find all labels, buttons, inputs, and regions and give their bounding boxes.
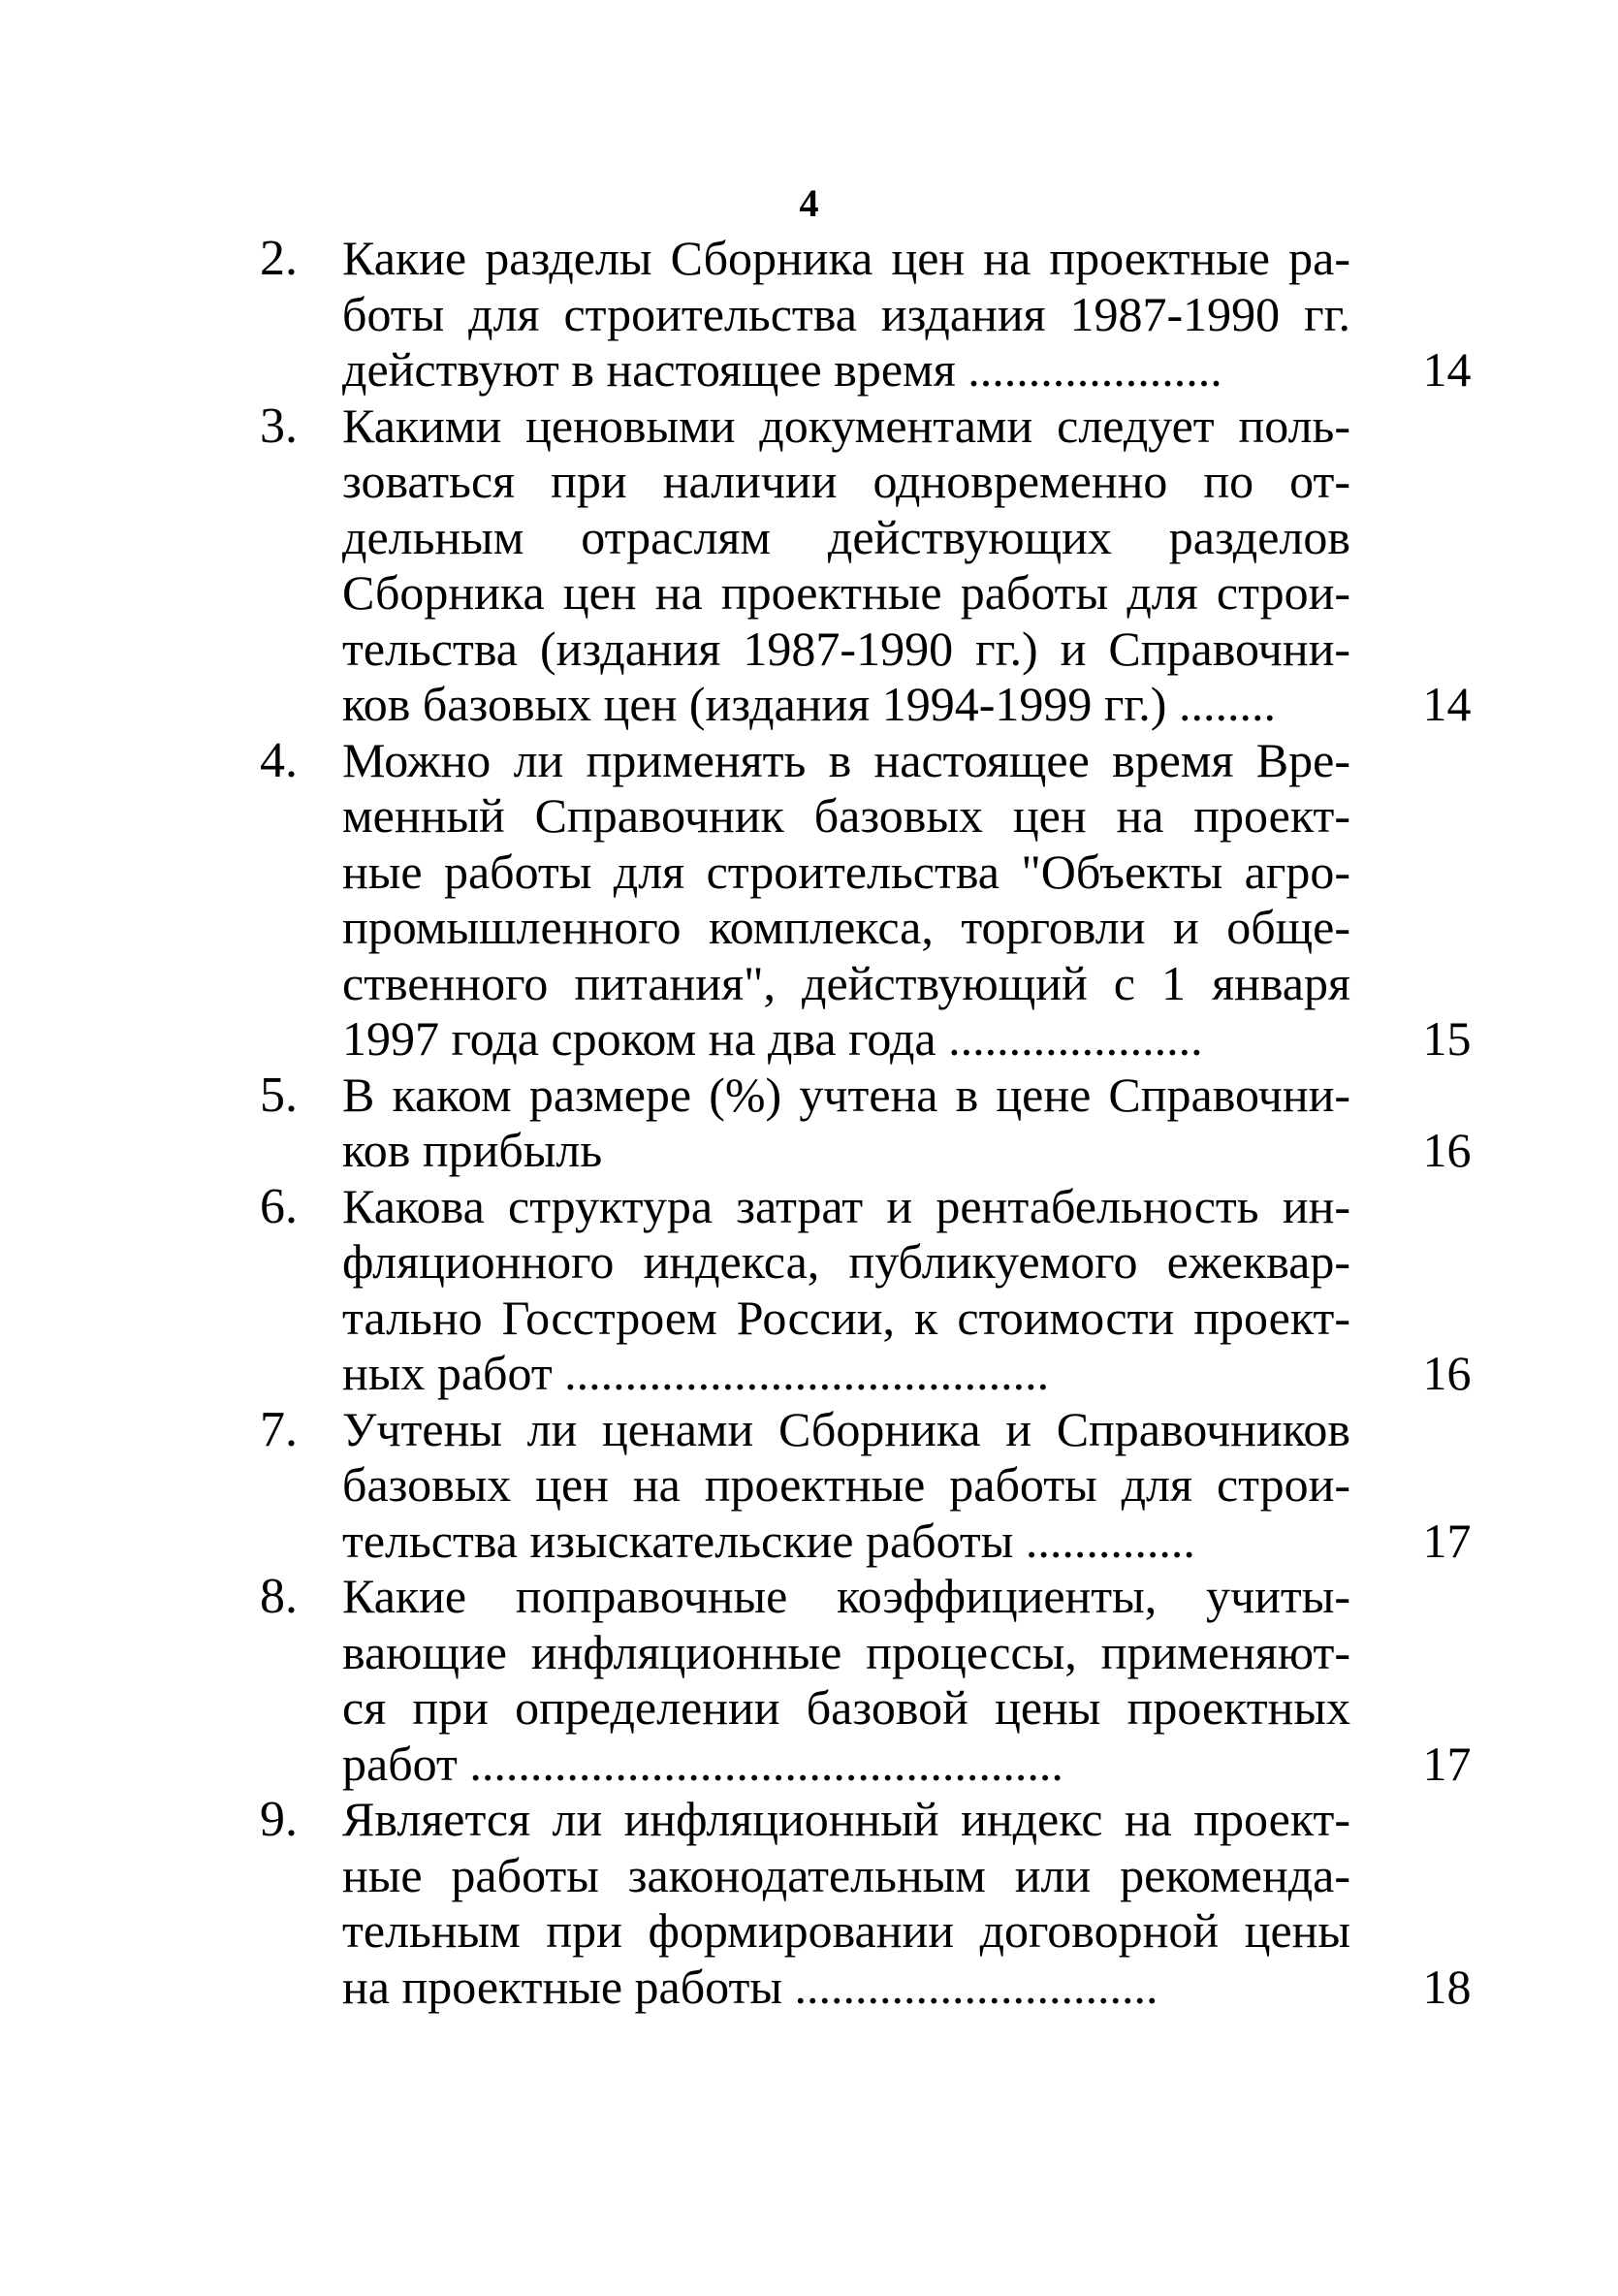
entry-line: ков прибыль xyxy=(342,1123,603,1177)
entry-title xyxy=(342,1179,1350,1402)
entry-line: Является ли инфляционный индекс на проект- xyxy=(342,1792,1350,1846)
entry-title xyxy=(342,1569,1350,1792)
entry-line: действуют в настоящее время ..................... xyxy=(342,342,1222,397)
entry-line: Можно ли применять в настоящее время Вре- xyxy=(342,732,1350,787)
entry-line: ся при определении базовой цены проектных xyxy=(342,1680,1350,1735)
entry-number: 5. xyxy=(260,1067,298,1123)
entry-line: ков базовых цен (издания 1994-1999 гг.) ........ xyxy=(342,677,1276,731)
entry-line: ственного питания", действующий с 1 января xyxy=(342,955,1350,1010)
entry-title xyxy=(342,733,1350,1068)
entry-number: 3. xyxy=(260,398,298,454)
entry-number: 9. xyxy=(260,1792,298,1847)
entry-line: ные работы законодательным или рекоменда- xyxy=(342,1847,1350,1902)
entry-page-number: 17 xyxy=(1422,1513,1472,1568)
entry-line: Какие разделы Сборника цен на проектные ра- xyxy=(342,231,1350,285)
page-number: 4 xyxy=(799,181,819,225)
entry-line: тельства изыскательские работы .............. xyxy=(342,1513,1195,1568)
entry-line: Какие поправочные коэффициенты, учиты- xyxy=(342,1569,1350,1623)
entry-page-number: 16 xyxy=(1422,1123,1472,1177)
entry-line: вающие инфляционные процессы, применяют- xyxy=(342,1624,1350,1679)
entry-number: 7. xyxy=(260,1401,298,1457)
entry-line: тельства (издания 1987-1990 гг.) и Справочни- xyxy=(342,621,1350,676)
entry-page-number: 14 xyxy=(1422,677,1472,731)
entry-page-number: 14 xyxy=(1422,342,1472,397)
entry-number: 2. xyxy=(260,231,298,286)
entry-number: 4. xyxy=(260,732,298,788)
entry-line: 1997 года сроком на два года ..................... xyxy=(342,1011,1203,1066)
entry-line: тельным при формировании договорной цены xyxy=(342,1903,1350,1958)
entry-line: ных работ ........................................ xyxy=(342,1346,1050,1400)
entry-line: на проектные работы .............................. xyxy=(342,1959,1158,2014)
entry-line: ные работы для строительства "Объекты агро- xyxy=(342,844,1350,899)
entry-number: 6. xyxy=(260,1178,298,1234)
entry-title xyxy=(342,231,1350,399)
entry-line: зоваться при наличии одновременно по от- xyxy=(342,454,1350,508)
entry-line: Какими ценовыми документами следует поль- xyxy=(342,398,1350,453)
entry-page-number: 18 xyxy=(1422,1959,1472,2014)
entry-line: базовых цен на проектные работы для строи- xyxy=(342,1457,1350,1512)
entry-line: Учтены ли ценами Сборника и Справочников xyxy=(342,1401,1350,1456)
entry-page-number: 17 xyxy=(1422,1736,1472,1791)
entry-line: фляционного индекса, публикуемого ежеквар- xyxy=(342,1234,1350,1289)
entry-title xyxy=(342,1068,1350,1179)
entry-title xyxy=(342,399,1350,733)
entry-line: дельным отраслям действующих разделов xyxy=(342,509,1350,564)
entry-number: 8. xyxy=(260,1569,298,1624)
entry-title xyxy=(342,1792,1350,2015)
entry-page-number: 15 xyxy=(1422,1011,1472,1066)
entry-line: боты для строительства издания 1987-1990 гг. xyxy=(342,286,1350,341)
entry-line: работ ................................................. xyxy=(342,1736,1063,1791)
entry-line: тально Госстроем России, к стоимости проект- xyxy=(342,1290,1350,1345)
entry-title xyxy=(342,1402,1350,1570)
entry-line: промышленного комплекса, торговли и обще- xyxy=(342,900,1350,954)
entry-line: менный Справочник базовых цен на проект- xyxy=(342,788,1350,843)
entry-line: В каком размере (%) учтена в цене Справочни- xyxy=(342,1067,1350,1122)
entry-page-number: 16 xyxy=(1422,1346,1472,1400)
entry-line: Сборника цен на проектные работы для строи- xyxy=(342,565,1350,620)
entry-line: Какова структура затрат и рентабельность ин- xyxy=(342,1178,1350,1233)
